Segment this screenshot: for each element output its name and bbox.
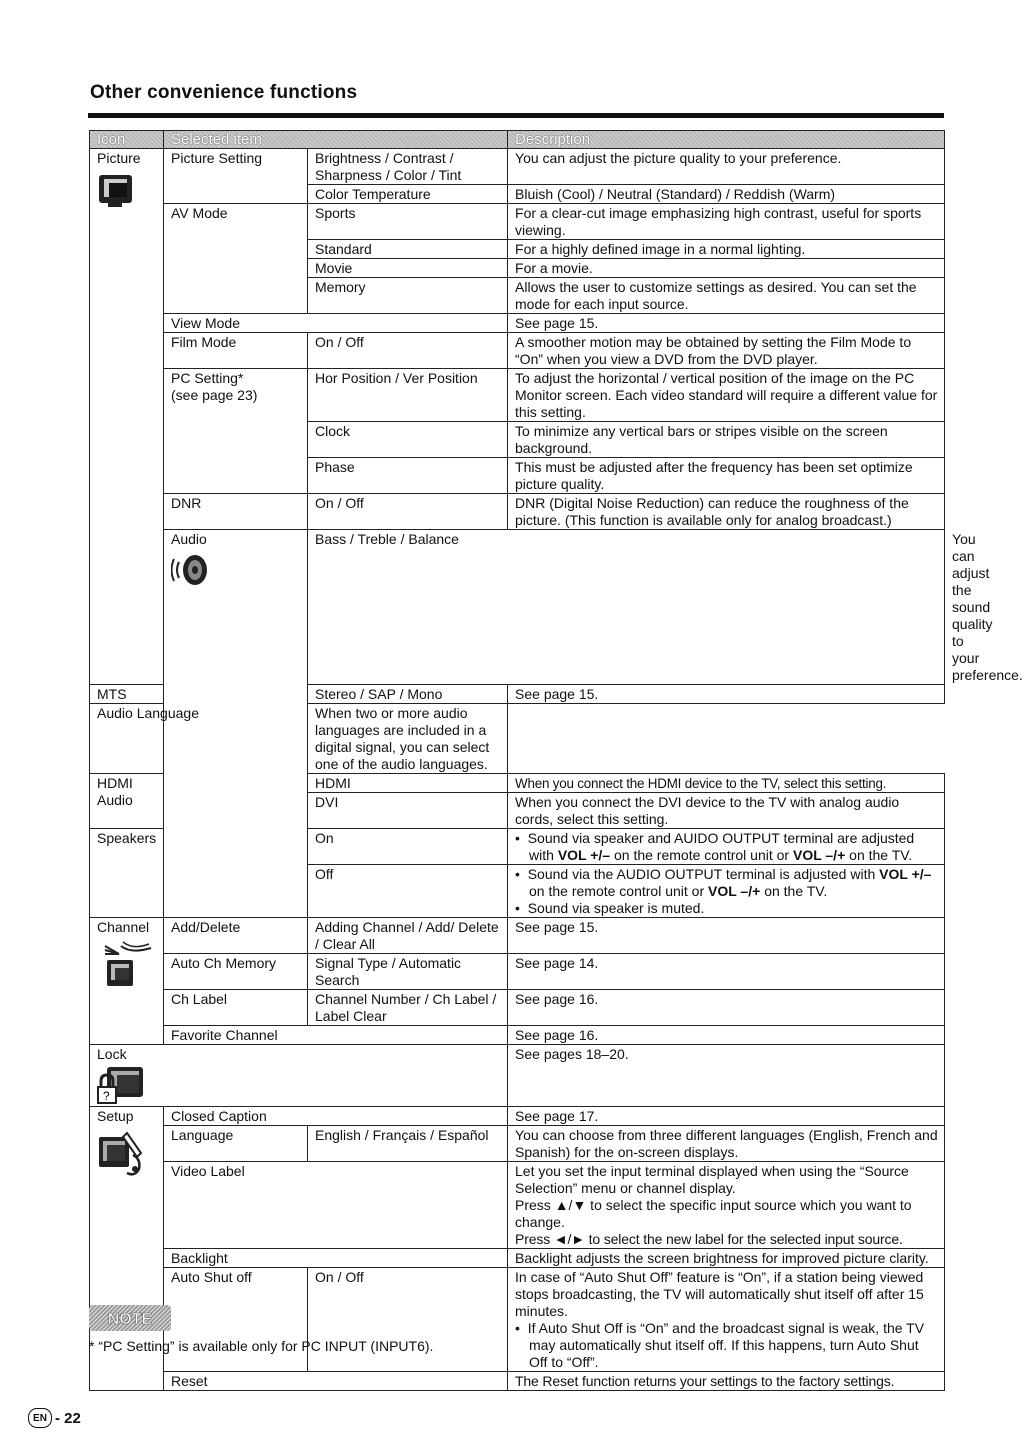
item-language: Language <box>164 1126 308 1162</box>
item-film-mode: Film Mode <box>164 333 308 369</box>
category-picture <box>90 149 164 685</box>
table-row <box>90 1107 945 1126</box>
table-row <box>90 149 945 185</box>
table-row <box>90 990 945 1026</box>
item-closed-caption: Closed Caption <box>164 1107 508 1126</box>
table-row <box>90 494 945 530</box>
option-brightness: Brightness / Contrast / Sharpness / Color / Tint <box>308 149 508 185</box>
desc-reset: The Reset function returns your settings to the factory settings. <box>508 1372 945 1391</box>
option-add-delete: Adding Channel / Add/ Delete / Clear All <box>308 918 508 954</box>
item-bass-treble: Bass / Treble / Balance <box>308 530 945 685</box>
bullet-item: • Sound via speaker and AUIDO OUTPUT terminal are adjusted with VOL +/– on the remote control unit or VOL –/+ on the TV. <box>515 830 915 863</box>
item-favorite-channel: Favorite Channel <box>164 1026 508 1045</box>
desc-film-mode: A smoother motion may be obtained by setting the Film Mode to “On” when you view a DVD from the DVD player. <box>508 333 945 369</box>
table-row <box>90 1162 945 1249</box>
note-label: NOTE <box>107 1311 153 1328</box>
category-channel <box>90 918 164 1045</box>
desc-closed-caption: See page 17. <box>508 1107 945 1126</box>
table-row <box>90 333 945 369</box>
en-badge: EN <box>28 1408 52 1428</box>
category-label: Channel <box>97 919 150 935</box>
pc-setting-sub: (see page 23) <box>171 387 258 403</box>
item-auto-shut-off: Auto Shut off <box>164 1268 308 1372</box>
option-hdmi: HDMI <box>308 774 508 793</box>
item-view-mode: View Mode <box>164 314 508 333</box>
table-row <box>90 1372 945 1391</box>
desc-phase: This must be adjusted after the frequency has been set optimize picture quality. <box>508 458 945 494</box>
desc-favorite-channel: See page 16. <box>508 1026 945 1045</box>
table-row <box>90 1045 945 1107</box>
option-film-mode: On / Off <box>308 333 508 369</box>
pc-setting-label: PC Setting* <box>171 370 244 386</box>
desc-memory: Allows the user to customize settings as desired. You can set the mode for each input source. <box>508 278 945 314</box>
header-selected-item: Selected item <box>164 131 508 149</box>
header-icon: Icon <box>90 131 164 149</box>
page-number <box>28 1408 81 1428</box>
header-description: Description <box>508 131 945 149</box>
desc-speakers-on <box>508 829 945 865</box>
table-row <box>90 204 945 240</box>
table-row <box>90 918 945 954</box>
option-color-temperature: Color Temperature <box>308 185 508 204</box>
item-picture-setting: Picture Setting <box>164 149 308 204</box>
option-movie: Movie <box>308 259 508 278</box>
desc-dvi: When you connect the DVI device to the TV with analog audio cords, select this setting. <box>508 793 945 829</box>
page-title: Other convenience functions <box>90 82 358 103</box>
desc-audio-language: When two or more audio languages are included in a digital signal, you can select one of the audio languages. <box>308 704 508 774</box>
option-auto-ch-memory: Signal Type / Automatic Search <box>308 954 508 990</box>
desc-standard: For a highly defined image in a normal lighting. <box>508 240 945 259</box>
item-mts: MTS <box>90 685 164 704</box>
desc-color-temperature: Bluish (Cool) / Neutral (Standard) / Reddish (Warm) <box>508 185 945 204</box>
desc-speakers-off <box>508 865 945 918</box>
speaker-icon <box>171 552 211 588</box>
bullet-item: • Sound via speaker is muted. <box>515 900 705 916</box>
option-off: Off <box>308 865 508 918</box>
bullet-item: • If Auto Shut Off is “On” and the broadcast signal is weak, the TV may automatically shut itself off. If this happens, turn Auto Shut Off to “Off”. <box>515 1320 925 1370</box>
option-sports: Sports <box>308 204 508 240</box>
option-language: English / Français / Español <box>308 1126 508 1162</box>
category-label: Picture <box>97 150 141 166</box>
setup-tools-icon <box>97 1129 149 1179</box>
option-mts: Stereo / SAP / Mono <box>308 685 508 704</box>
table-row <box>90 369 945 422</box>
option-ch-label: Channel Number / Ch Label / Label Clear <box>308 990 508 1026</box>
table-row <box>90 314 945 333</box>
item-av-mode: AV Mode <box>164 204 308 314</box>
picture-icon <box>97 171 137 209</box>
item-speakers: Speakers <box>90 829 164 918</box>
note-badge <box>89 1305 171 1331</box>
table-row: Audio Bass / Treble / Balance You can adjust the sound quality to your preference. <box>90 530 945 685</box>
table-row <box>90 1026 945 1045</box>
table-row <box>90 704 945 774</box>
option-on: On <box>308 829 508 865</box>
desc-auto-ch-memory: See page 14. <box>508 954 945 990</box>
option-standard: Standard <box>308 240 508 259</box>
title-rule <box>88 113 944 118</box>
table-row <box>90 954 945 990</box>
item-dnr: DNR <box>164 494 308 530</box>
desc-ch-label: See page 16. <box>508 990 945 1026</box>
bullet-item: • Sound via the AUDIO OUTPUT terminal is adjusted with VOL +/– on the remote control unit or VOL –/+ on the TV. <box>515 866 932 899</box>
desc-dnr: DNR (Digital Noise Reduction) can reduce the roughness of the picture. (This function is available only for analog broadcast.) <box>508 494 945 530</box>
item-audio-language: Audio Language <box>90 704 308 774</box>
option-dvi: DVI <box>308 793 508 829</box>
item-hdmi-audio: HDMI Audio <box>90 774 164 829</box>
table-row <box>90 1126 945 1162</box>
category-label: Lock <box>97 1046 127 1062</box>
option-clock: Clock <box>308 422 508 458</box>
desc-video-label: Let you set the input terminal displayed when using the “Source Selection” menu or channel display. Press ▲/▼ to select the specific input source which you want to change. Press ◄/► to select the new label for the selected input source. <box>508 1162 945 1249</box>
desc-hdmi: When you connect the HDMI device to the TV, select this setting. <box>508 774 945 793</box>
item-pc-setting <box>164 369 308 494</box>
table-header-row <box>90 131 945 149</box>
svg-text:?: ? <box>103 1089 110 1103</box>
category-label: Audio <box>171 531 207 547</box>
category-label: Setup <box>97 1108 134 1124</box>
page-number-text: - 22 <box>55 1409 81 1427</box>
table-row <box>90 1268 945 1372</box>
lock-tv-icon <box>97 1065 147 1105</box>
desc-language: You can choose from three different languages (English, French and Spanish) for the on-screen displays. <box>508 1126 945 1162</box>
desc-hor-position: To adjust the horizontal / vertical position of the image on the PC Monitor screen. Each video standard will require a different value for this setting. <box>508 369 945 422</box>
desc-clock: To minimize any vertical bars or stripes visible on the screen background. <box>508 422 945 458</box>
item-auto-ch-memory: Auto Ch Memory <box>164 954 308 990</box>
category-lock <box>90 1045 508 1107</box>
desc-backlight: Backlight adjusts the screen brightness for improved picture clarity. <box>508 1249 945 1268</box>
desc-view-mode: See page 15. <box>508 314 945 333</box>
item-backlight: Backlight <box>164 1249 508 1268</box>
item-ch-label: Ch Label <box>164 990 308 1026</box>
desc-movie: For a movie. <box>508 259 945 278</box>
option-memory: Memory <box>308 278 508 314</box>
item-video-label: Video Label <box>164 1162 508 1249</box>
desc-brightness: You can adjust the picture quality to your preference. <box>508 149 945 185</box>
option-hor-position: Hor Position / Ver Position <box>308 369 508 422</box>
desc-add-delete: See page 15. <box>508 918 945 954</box>
option-dnr: On / Off <box>308 494 508 530</box>
item-add-delete: Add/Delete <box>164 918 308 954</box>
desc-sports: For a clear-cut image emphasizing high contrast, useful for sports viewing. <box>508 204 945 240</box>
option-phase: Phase <box>308 458 508 494</box>
footnote: * “PC Setting” is available only for PC INPUT (INPUT6). <box>89 1338 434 1354</box>
desc-lock: See pages 18–20. <box>508 1045 945 1107</box>
desc-mts: See page 15. <box>508 685 945 704</box>
option-auto-shut-off: On / Off <box>308 1268 508 1372</box>
antenna-tv-icon <box>97 940 153 988</box>
item-reset: Reset <box>164 1372 508 1391</box>
functions-table <box>89 130 1023 1391</box>
table-row <box>90 1249 945 1268</box>
desc-auto-shut-off: In case of “Auto Shut Off” feature is “On”, if a station being viewed stops broadcasting, the TV will automatically shut itself off after 15 minutes. • If Auto Shut Off is “On” and the broadcast signal is weak, the TV may automatically shut itself off. If this happens, turn Auto Shut Off to “Off”. <box>508 1268 945 1372</box>
